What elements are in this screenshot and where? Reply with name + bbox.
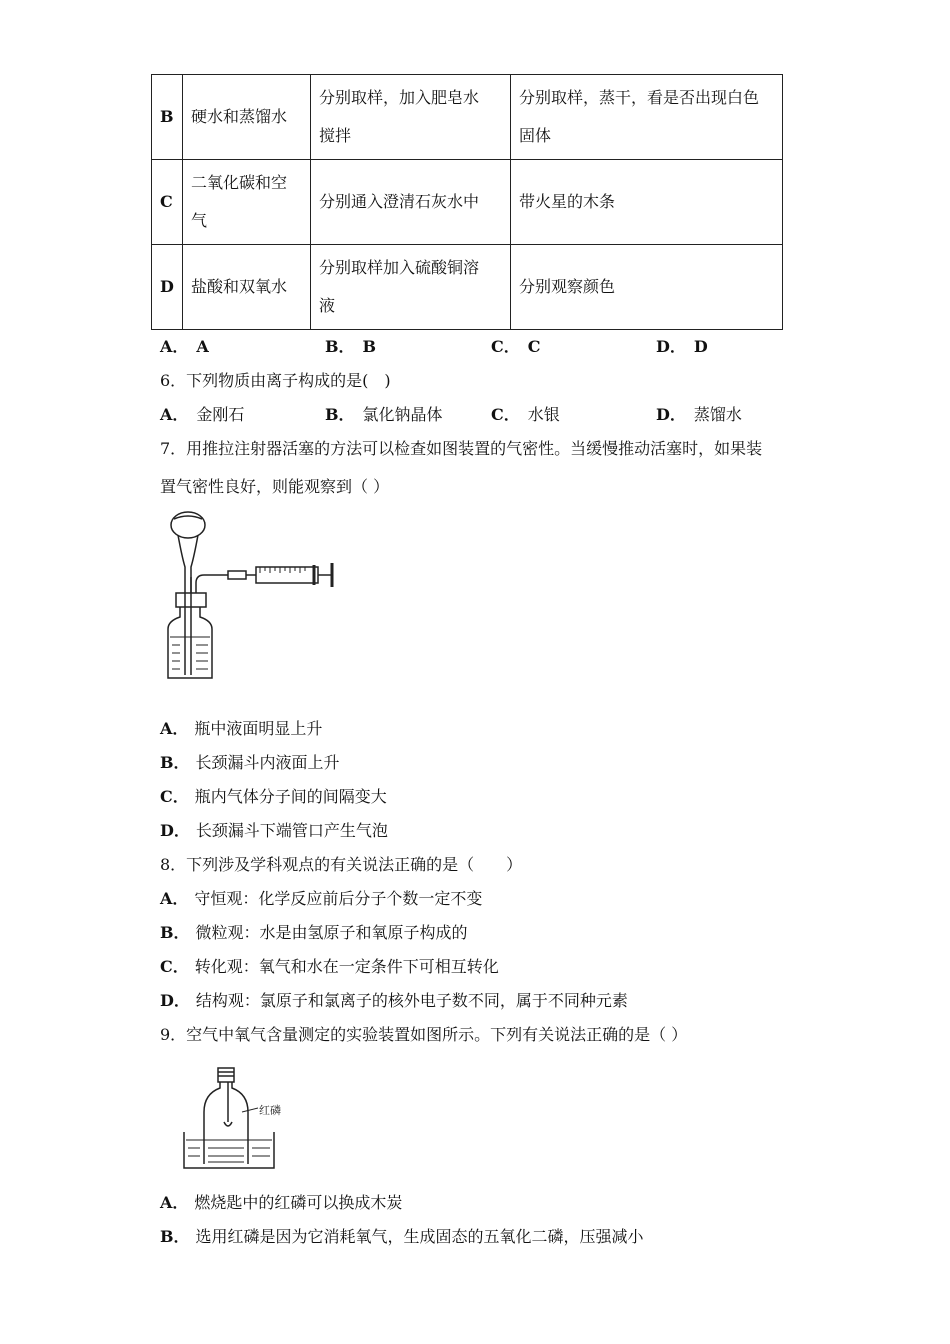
table-row — [152, 75, 783, 160]
q9-stem: 9．空气中氧气含量测定的实验装置如图所示。下列有关说法正确的是（ ） — [160, 1025, 688, 1044]
cell-line: 液 — [319, 296, 336, 315]
option-text: 结构观：氯原子和氯离子的核外电子数不同，属于不同种元素 — [195, 991, 628, 1010]
q6-option-c[interactable] — [491, 402, 560, 425]
table-row — [152, 245, 783, 330]
option-text: 选用红磷是因为它消耗氧气，生成固态的五氧化二磷，压强减小 — [195, 1227, 644, 1246]
option-text: A — [196, 337, 209, 356]
q8-stem: 8．下列涉及学科观点的有关说法正确的是（ ） — [160, 855, 523, 874]
q9-option-a[interactable] — [160, 1190, 402, 1213]
option-letter: C． — [160, 957, 189, 976]
cell-line: 固体 — [519, 126, 552, 145]
option-text: 氯化钠晶体 — [362, 405, 443, 424]
option-letter: A． — [160, 337, 189, 356]
q6-stem: 6．下列物质由离子构成的是( ) — [160, 371, 391, 390]
row-label: D — [152, 245, 183, 330]
row-method1 — [311, 245, 511, 330]
row-items: 盐酸和双氧水 — [183, 245, 311, 330]
q9-apparatus-figure — [180, 1052, 290, 1172]
row-label: C — [152, 160, 183, 245]
q5-option-b[interactable] — [325, 334, 384, 357]
q7-option-b[interactable] — [160, 750, 340, 773]
row-method2: 分别观察颜色 — [511, 245, 783, 330]
q7-stem-line1: 7．用推拉注射器活塞的方法可以检查如图装置的气密性。当缓慢推动活塞时，如果装 — [160, 439, 763, 458]
q7-apparatus-figure — [160, 505, 350, 685]
table-row — [152, 160, 783, 245]
q8-option-c[interactable] — [160, 954, 499, 977]
option-letter: A． — [160, 889, 189, 908]
option-letter: C． — [491, 405, 520, 424]
q6-option-a[interactable] — [160, 402, 244, 425]
cell-line: 搅拌 — [319, 126, 352, 145]
option-text: 水银 — [527, 405, 560, 424]
option-text: C — [527, 337, 541, 356]
option-text: B — [362, 337, 377, 356]
option-letter: B． — [325, 337, 355, 356]
q5-option-c[interactable] — [491, 334, 548, 357]
row-label: B — [152, 75, 183, 160]
q8-option-d[interactable] — [160, 988, 628, 1011]
q8-option-b[interactable] — [160, 920, 468, 943]
option-letter: A． — [160, 405, 189, 424]
row-method2 — [511, 75, 783, 160]
cell-line: 分别取样加入硫酸铜溶 — [319, 258, 480, 277]
q5-option-d[interactable] — [656, 334, 716, 357]
q8-option-a[interactable] — [160, 886, 482, 909]
option-letter: D． — [656, 337, 686, 356]
option-letter: A． — [160, 719, 189, 738]
q7-option-d[interactable] — [160, 818, 388, 841]
option-letter: B． — [160, 1227, 190, 1246]
cell-line: 二氧化碳和空 — [191, 173, 288, 192]
q5-table — [151, 74, 783, 330]
cell-line: 分别取样，加入肥皂水 — [319, 88, 480, 107]
q7-option-a[interactable] — [160, 716, 322, 739]
q5-option-a[interactable] — [160, 334, 217, 357]
option-text: 微粒观：水是由氢原子和氧原子构成的 — [195, 923, 468, 942]
option-text: 瓶中液面明显上升 — [194, 719, 323, 738]
option-letter: C． — [160, 787, 189, 806]
row-method1 — [311, 75, 511, 160]
option-letter: B． — [160, 753, 190, 772]
option-text: 长颈漏斗下端管口产生气泡 — [195, 821, 388, 840]
cell-line: 气 — [191, 211, 208, 230]
q6-option-b[interactable] — [325, 402, 443, 425]
row-method1: 分别通入澄清石灰水中 — [311, 160, 511, 245]
option-text: D — [693, 337, 708, 356]
option-letter: D． — [160, 991, 190, 1010]
option-text: 瓶内气体分子间的间隔变大 — [194, 787, 387, 806]
option-letter: C． — [491, 337, 520, 356]
q9-option-b[interactable] — [160, 1224, 644, 1247]
option-letter: A． — [160, 1193, 189, 1212]
row-method2: 带火星的木条 — [511, 160, 783, 245]
option-letter: B． — [160, 923, 190, 942]
row-items — [183, 160, 311, 245]
q6-option-d[interactable] — [656, 402, 742, 425]
q7-stem-line2: 置气密性良好，则能观察到（ ） — [160, 477, 390, 496]
option-text: 燃烧匙中的红磷可以换成木炭 — [194, 1193, 403, 1212]
option-letter: D． — [160, 821, 190, 840]
row-items: 硬水和蒸馏水 — [183, 75, 311, 160]
option-text: 金刚石 — [196, 405, 245, 424]
q7-option-c[interactable] — [160, 784, 387, 807]
option-text: 蒸馏水 — [693, 405, 742, 424]
option-text: 长颈漏斗内液面上升 — [195, 753, 340, 772]
option-letter: D． — [656, 405, 686, 424]
cell-line: 分别取样，蒸干，看是否出现白色 — [519, 88, 760, 107]
option-text: 转化观：氧气和水在一定条件下可相互转化 — [194, 957, 499, 976]
figure-label-red-phosphorus: 红磷 — [259, 1104, 281, 1117]
option-letter: B． — [325, 405, 355, 424]
option-text: 守恒观：化学反应前后分子个数一定不变 — [194, 889, 483, 908]
